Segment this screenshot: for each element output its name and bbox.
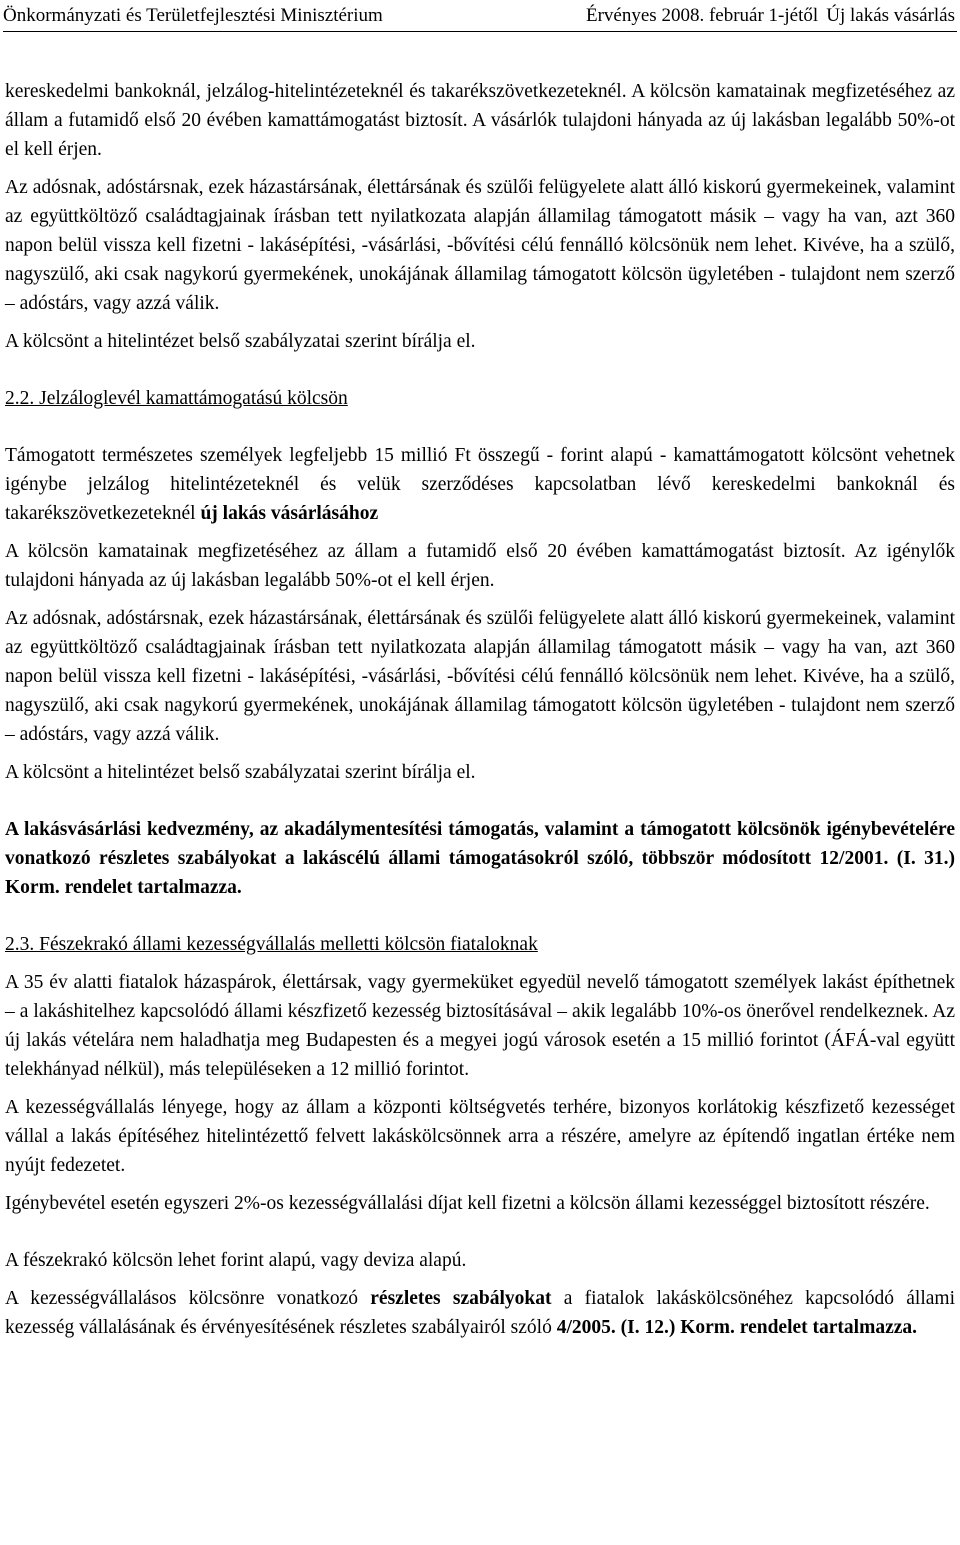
paragraph: A fészekrakó kölcsön lehet forint alapú, vagy deviza alapú. [5, 1250, 467, 1271]
paragraph: Igénybevétel esetén egyszeri 2%-os kezességvállalási díjat kell fizetni a kölcsön állami kezességgel biztosított részére. [5, 1193, 930, 1214]
bold-paragraph [5, 815, 955, 902]
emphasis-text: új lakás vásárlásához [200, 503, 379, 524]
section-heading-2-2: 2.2. Jelzáloglevél kamattámogatású kölcsön [5, 388, 348, 409]
paragraph-text: A kezességvállalásos kölcsönre vonatkozó [5, 1288, 371, 1309]
emphasis-text: A lakásvásárlási kedvezmény, az akadálymentesítési támogatás, valamint a támogatott kölcsönök igénybevételére vonatkozó részletes szabályokat a lakáscélú állami támogatásokról szóló, többször módosított 12/2001. (I. 31.) Korm. rendelet tartalmazza. [5, 819, 955, 898]
header-divider [3, 31, 957, 32]
header-ministry: Önkormányzati és Területfejlesztési Minisztérium [3, 5, 383, 26]
paragraph: A kölcsönt a hitelintézet belső szabályzatai szerint bírálja el. [5, 762, 476, 783]
section-heading-2-3: 2.3. Fészekrakó állami kezességvállalás melletti kölcsön fiataloknak [5, 934, 538, 955]
paragraph [5, 1284, 955, 1342]
paragraph: kereskedelmi bankoknál, jelzálog-hitelintézeteknél és takarékszövetkezeteknél. A kölcsön kamatainak megfizetéséhez az állam a futamidő első 20 évében kamattámogatást biztosít. A vásárlók tulajdoni hányada az új lakásban legalább 50%-ot el kell érjen. [5, 81, 955, 160]
paragraph-text: a fiatalok lakáskölcsönéhez kapcsolódó állami kezesség vállalásának és érvényesítésének részletes szabályairól szóló [5, 1288, 955, 1338]
paragraph [5, 441, 955, 528]
paragraph: A 35 év alatti fiatalok házaspárok, élettársak, vagy gyermeküket egyedül nevelő támogatott személyek lakást építhetnek – a lakáshitelhez kapcsolódó állami készfizető kezesség biztosításával – akik legalább 10%-os önerővel rendelkeznek. Az új lakás vételára nem haladhatja meg Budapesten és a megyei jogú városok esetén a 15 millió forintot (ÁFÁ-val együtt telekhányad nélkül), más településeken a 12 millió forintot. [5, 972, 955, 1080]
paragraph-text: Támogatott természetes személyek legfeljebb 15 millió Ft összegű - forint alapú - kamattámogatott kölcsönt vehetnek igénybe jelzálog hitelintézeteknél és velük szerződéses kapcsolatban lévő kereskedelmi bankoknál és takarékszövetkezeteknél [5, 445, 955, 524]
emphasis-text: 4/2005. (I. 12.) Korm. rendelet tartalmazza. [556, 1317, 918, 1338]
header-topic: Új lakás vásárlás [826, 5, 955, 26]
paragraph: A kölcsön kamatainak megfizetéséhez az állam a futamidő első 20 évében kamattámogatást biztosít. Az igénylők tulajdoni hányada az új lakásban legalább 50%-ot el kell érjen. [5, 541, 955, 591]
header-validity: Érvényes 2008. február 1-jétől [586, 5, 819, 26]
document-body [5, 77, 955, 1342]
paragraph: A kölcsönt a hitelintézet belső szabályzatai szerint bírálja el. [5, 331, 476, 352]
page-header [0, 0, 960, 38]
paragraph: A kezességvállalás lényege, hogy az állam a központi költségvetés terhére, bizonyos korlátokig készfizető kezességet vállal a lakás építéséhez hitelintézettő felvett lakáskölcsönnek arra a részére, amelyre az építendő ingatlan értéke nem nyújt fedezetet. [5, 1097, 955, 1176]
paragraph: Az adósnak, adóstársnak, ezek házastársának, élettársának és szülői felügyelete alatt álló kiskorú gyermekeinek, valamint az együttköltöző családtagjainak írásban tett nyilatkozata alapján államilag támogatott másik – vagy ha van, azt 360 napon belül vissza kell fizetni - lakásépítési, -vásárlási, -bővítési célú fennálló kölcsönük nem lehet. Kivéve, ha a szülő, nagyszülő, aki csak nagykorú gyermekének, unokájának államilag támogatott kölcsön ügyletében - tulajdont nem szerző – adóstárs, vagy azzá válik. [5, 177, 955, 314]
emphasis-text: részletes szabályokat [370, 1288, 552, 1309]
paragraph: Az adósnak, adóstársnak, ezek házastársának, élettársának és szülői felügyelete alatt álló kiskorú gyermekeinek, valamint az együttköltöző családtagjainak írásban tett nyilatkozata alapján államilag támogatott másik – vagy ha van, azt 360 napon belül vissza kell fizetni - lakásépítési, -vásárlási, -bővítési célú fennálló kölcsönük nem lehet. Kivéve, ha a szülő, nagyszülő, aki csak nagykorú gyermekének, unokájának államilag támogatott kölcsön ügyletében - tulajdont nem szerző – adóstárs, vagy azzá válik. [5, 608, 955, 745]
